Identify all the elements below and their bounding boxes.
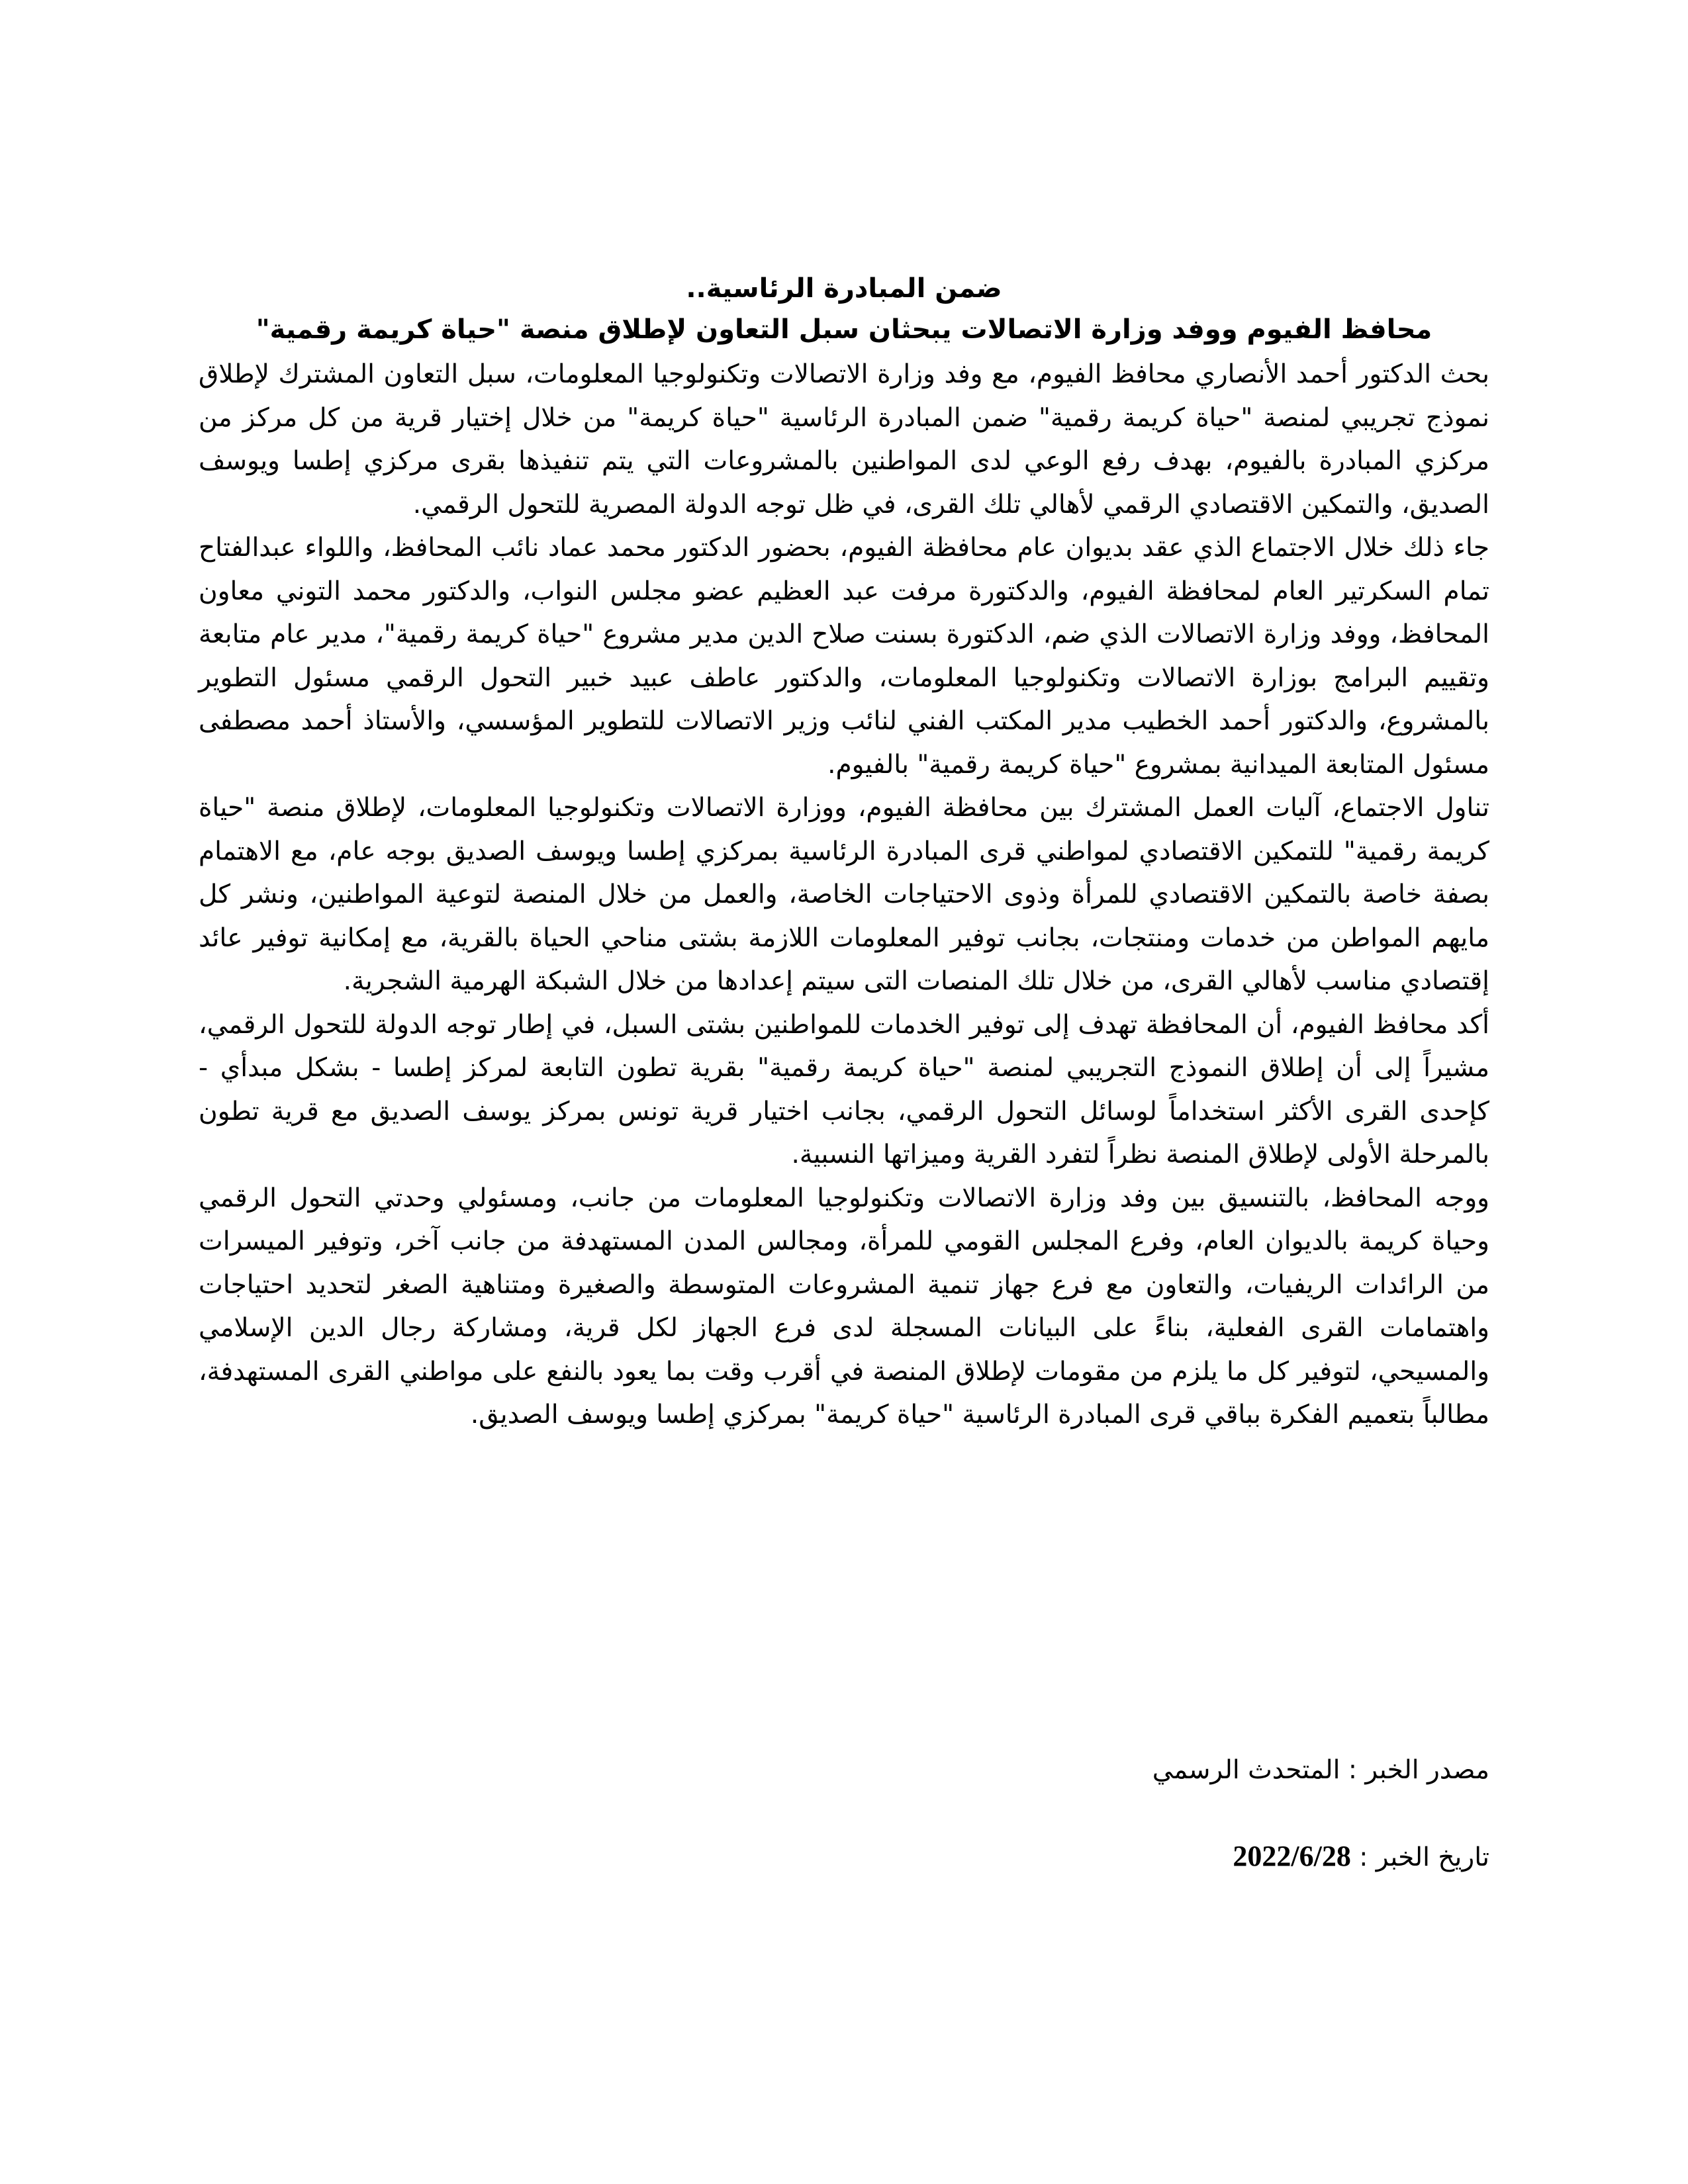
news-date-label: تاريخ الخبر :: [1350, 1843, 1489, 1872]
article-headline: محافظ الفيوم ووفد وزارة الاتصالات يبحثان سبل التعاون لإطلاق منصة "حياة كريمة رقمية": [256, 314, 1432, 345]
article-paragraph-1: بحث الدكتور أحمد الأنصاري محافظ الفيوم، مع وفد وزارة الاتصالات وتكنولوجيا المعلومات، سبل التعاون المشترك لإطلاق نموذج تجريبي لمنصة "حياة كريمة رقمية" ضمن المبادرة الرئاسية "حياة كريمة" من خلال إختيار قرية من كل مركز من مركزي المبادرة بالفيوم، بهدف رفع الوعي لدى المواطنين بالمشروعات التي يتم تنفيذها بقرى مركزي إطسا ويوسف الصديق، والتمكين الاقتصادي الرقمي لأهالي تلك القرى، في ظل توجه الدولة المصرية للتحول الرقمي.: [199, 359, 1489, 520]
article-paragraph-4: أكد محافظ الفيوم، أن المحافظة تهدف إلى توفير الخدمات للمواطنين بشتى السبل، في إطار توجه الدولة للتحول الرقمي، مشيراً إلى أن إطلاق النموذج التجريبي لمنصة "حياة كريمة رقمية" بقرية تطون التابعة لمركز إطسا - بشكل مبدأي - كإحدى القرى الأكثر استخداماً لوسائل التحول الرقمي، بجانب اختيار قرية تونس بمركز يوسف الصديق مع قرية تطون بالمرحلة الأولى لإطلاق المنصة نظراً لتفرد القرية وميزاتها النسبية.: [199, 1009, 1489, 1169]
news-source-label: مصدر الخبر : المتحدث الرسمي: [1152, 1755, 1489, 1785]
news-date-value: 2022/6/28: [1233, 1840, 1351, 1872]
article: [199, 268, 1489, 1437]
article-paragraph-2: جاء ذلك خلال الاجتماع الذي عقد بديوان عام محافظة الفيوم، بحضور الدكتور محمد عماد نائب المحافظ، واللواء عبدالفتاح تمام السكرتير العام لمحافظة الفيوم، والدكتورة مرفت عبد العظيم عضو مجلس النواب، والدكتور محمد التوني معاون المحافظ، ووفد وزارة الاتصالات الذي ضم، الدكتورة بسنت صلاح الدين مدير مشروع "حياة كريمة رقمية"، مدير عام متابعة وتقييم البرامج بوزارة الاتصالات وتكنولوجيا المعلومات، والدكتور عاطف عبيد خبير التحول الرقمي مسئول التطوير بالمشروع، والدكتور أحمد الخطيب مدير المكتب الفني لنائب وزير الاتصالات للتطوير المؤسسي، والأستاذ أحمد مصطفى مسئول المتابعة الميدانية بمشروع "حياة كريمة رقمية" بالفيوم.: [199, 533, 1489, 780]
article-paragraph-3: تناول الاجتماع، آليات العمل المشترك بين محافظة الفيوم، ووزارة الاتصالات وتكنولوجيا المعلومات، لإطلاق منصة "حياة كريمة رقمية" للتمكين الاقتصادي لمواطني قرى المبادرة الرئاسية بمركزي إطسا ويوسف الصديق بوجه عام، مع الاهتمام بصفة خاصة بالتمكين الاقتصادي للمرأة وذوى الاحتياجات الخاصة، والعمل من خلال المنصة لتوعية المواطنين، ونشر كل مايهم المواطن من خدمات ومنتجات، بجانب توفير المعلومات اللازمة بشتى مناحي الحياة بالقرية، مع إمكانية توفير عائد إقتصادي مناسب لأهالي القرى، من خلال تلك المنصات التى سيتم إعدادها من خلال الشبكة الهرمية الشجرية.: [199, 793, 1489, 996]
news-date: [199, 1837, 1489, 1878]
article-paragraph-5: ووجه المحافظ، بالتنسيق بين وفد وزارة الاتصالات وتكنولوجيا المعلومات من جانب، ومسئولي وحدتي التحول الرقمي وحياة كريمة بالديوان العام، وفرع المجلس القومي للمرأة، ومجالس المدن المستهدفة من جانب آخر، وتوفير الميسرات من الرائدات الريفيات، والتعاون مع فرع جهاز تنمية المشروعات المتوسطة والصغيرة ومتناهية الصغر لتحديد احتياجات واهتمامات القرى الفعلية، بناءً على البيانات المسجلة لدى فرع الجهاز لكل قرية، ومشاركة رجال الدين الإسلامي والمسيحي، لتوفير كل ما يلزم من مقومات لإطلاق المنصة في أقرب وقت بما يعود بالنفع على مواطني القرى المستهدفة، مطالباً بتعميم الفكرة بباقي قرى المبادرة الرئاسية "حياة كريمة" بمركزي إطسا ويوسف الصديق.: [199, 1183, 1489, 1430]
news-source: [199, 1751, 1489, 1790]
article-kicker: ضمن المبادرة الرئاسية..: [686, 273, 1002, 304]
